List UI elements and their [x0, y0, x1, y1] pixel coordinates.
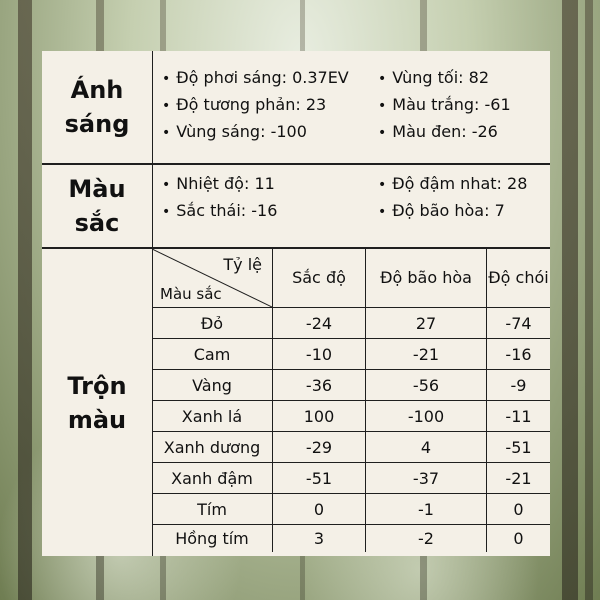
- row-color-name: Hồng tím: [152, 525, 273, 553]
- light-setting: • Vùng sáng: -100: [162, 119, 349, 146]
- table-cell: -2: [366, 525, 487, 553]
- table-cell: -37: [366, 463, 487, 494]
- color-section: [42, 165, 550, 249]
- light-setting: • Màu đen: -26: [378, 119, 511, 146]
- table-cell: -9: [487, 370, 551, 401]
- column-header: Độ chói: [487, 249, 551, 308]
- table-cell: -51: [273, 463, 366, 494]
- table-cell: 0: [273, 494, 366, 525]
- color-setting: • Sắc thái: -16: [162, 198, 277, 225]
- mix-section: [42, 249, 550, 556]
- row-color-name: Xanh đậm: [152, 463, 273, 494]
- row-color-name: Tím: [152, 494, 273, 525]
- table-cell: 100: [273, 401, 366, 432]
- color-mix-table: [152, 249, 550, 552]
- table-row: [152, 370, 550, 401]
- table-row: [152, 463, 550, 494]
- color-setting: • Nhiệt độ: 11: [162, 171, 277, 198]
- table-cell: -56: [366, 370, 487, 401]
- light-title-line2: sáng: [64, 110, 130, 138]
- mix-title-line2: màu: [67, 405, 127, 434]
- table-row: [152, 339, 550, 370]
- color-setting: • Độ đậm nhat: 28: [378, 171, 527, 198]
- table-cell: -16: [487, 339, 551, 370]
- table-cell: 4: [366, 432, 487, 463]
- light-setting: • Độ tương phản: 23: [162, 92, 349, 119]
- mix-section-title: [42, 249, 153, 556]
- corner-label-color: Màu sắc: [160, 285, 222, 303]
- table-cell: -1: [366, 494, 487, 525]
- table-cell: -74: [487, 308, 551, 339]
- table-cell: 0: [487, 525, 551, 553]
- table-row: [152, 401, 550, 432]
- table-cell: 0: [487, 494, 551, 525]
- color-section-title: [42, 165, 153, 247]
- light-setting: • Màu trắng: -61: [378, 92, 511, 119]
- color-setting: • Độ bão hòa: 7: [378, 198, 527, 225]
- table-row: [152, 494, 550, 525]
- corner-label-ratio: Tỷ lệ: [223, 255, 262, 274]
- table-cell: -21: [487, 463, 551, 494]
- table-cell: -11: [487, 401, 551, 432]
- table-cell: -21: [366, 339, 487, 370]
- table-row: [152, 308, 550, 339]
- table-corner-cell: [152, 249, 273, 308]
- column-header: Độ bão hòa: [366, 249, 487, 308]
- row-color-name: Vàng: [152, 370, 273, 401]
- table-cell: -51: [487, 432, 551, 463]
- table-row: [152, 525, 550, 553]
- light-section: [42, 51, 550, 165]
- light-setting: • Độ phơi sáng: 0.37EV: [162, 65, 349, 92]
- light-setting: • Vùng tối: 82: [378, 65, 511, 92]
- light-section-title: [42, 51, 153, 163]
- table-header-row: [152, 249, 550, 308]
- mix-title-line1: Trộn: [67, 371, 127, 400]
- color-title-line1: Màu: [68, 175, 126, 203]
- row-color-name: Xanh lá: [152, 401, 273, 432]
- table-cell: -24: [273, 308, 366, 339]
- table-row: [152, 432, 550, 463]
- table-cell: 27: [366, 308, 487, 339]
- table-cell: -36: [273, 370, 366, 401]
- table-cell: -100: [366, 401, 487, 432]
- table-cell: -29: [273, 432, 366, 463]
- settings-panel: [42, 51, 550, 556]
- table-cell: -10: [273, 339, 366, 370]
- row-color-name: Xanh dương: [152, 432, 273, 463]
- row-color-name: Đỏ: [152, 308, 273, 339]
- table-cell: 3: [273, 525, 366, 553]
- row-color-name: Cam: [152, 339, 273, 370]
- column-header: Sắc độ: [273, 249, 366, 308]
- light-title-line1: Ánh: [70, 76, 124, 104]
- color-title-line2: sắc: [74, 209, 120, 237]
